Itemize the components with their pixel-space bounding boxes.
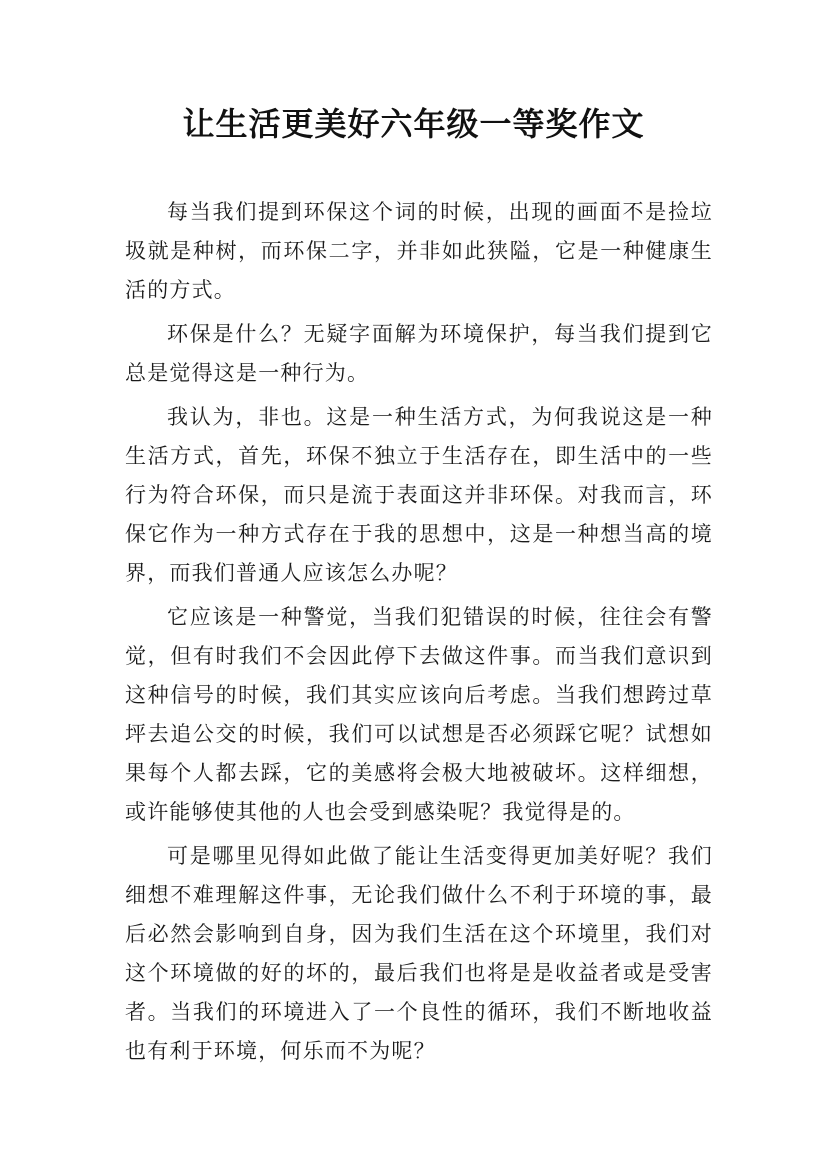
paragraph-5: 可是哪里见得如此做了能让生活变得更加美好呢？我们细想不难理解这件事，无论我们做什么不利于环境的事，最后必然会影响到自身，因为我们生活在这个环境里，我们对这个环境做的好的坏的，最后我们也将是是收益者或是受害者。当我们的环境进入了一个良性的循环，我们不断地收益也有利于环境，何乐而不为呢？ [125,844,713,1063]
paragraph-4: 它应该是一种警觉，当我们犯错误的时候，往往会有警觉，但有时我们不会因此停下去做这件事。而当我们意识到这种信号的时候，我们其实应该向后考虑。当我们想跨过草坪去追公交的时候，我们可以试想是否必须踩它呢？试想如果每个人都去踩，它的美感将会极大地被破坏。这样细想，或许能够使其他的人也会受到感染呢？我觉得是的。 [125,605,713,824]
paragraph-1: 每当我们提到环保这个词的时候，出现的画面不是捡垃圾就是种树，而环保二字，并非如此狭隘，它是一种健康生活的方式。 [125,200,713,302]
document-title: 让生活更美好六年级一等奖作文 [182,105,645,143]
paragraph-3: 我认为，非也。这是一种生活方式，为何我说这是一种生活方式，首先，环保不独立于生活存在，即生活中的一些行为符合环保，而只是流于表面这并非环保。对我而言，环保它作为一种方式存在于我的思想中，这是一种想当高的境界，而我们普通人应该怎么办呢？ [125,405,713,585]
paragraph-2: 环保是什么？无疑字面解为环境保护，每当我们提到它总是觉得这是一种行为。 [125,322,713,385]
document-body [125,193,713,1076]
